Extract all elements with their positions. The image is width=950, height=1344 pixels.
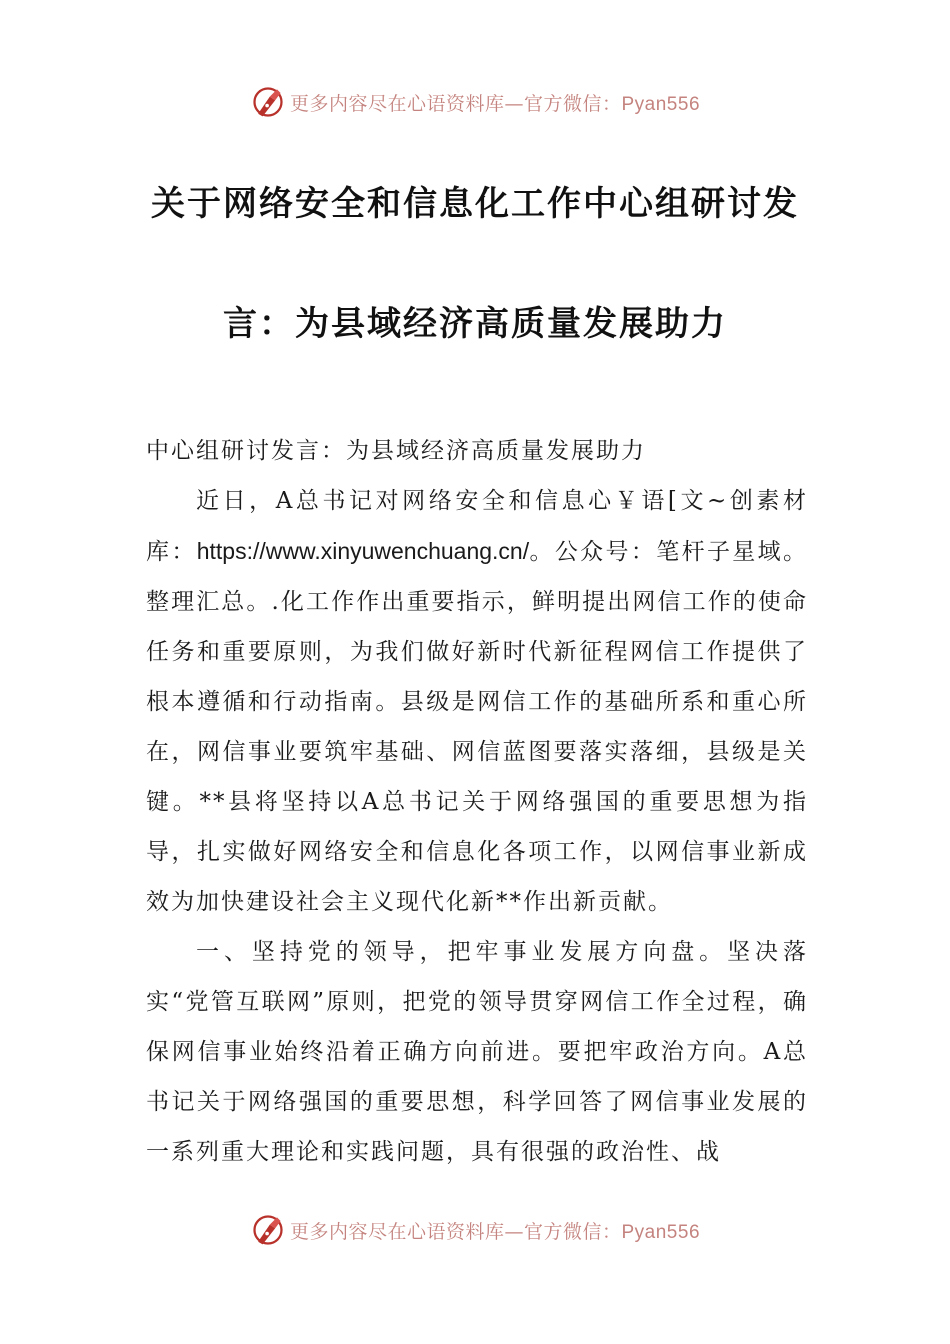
- document-body: [146, 426, 808, 1177]
- pen-nib-logo-icon: [250, 84, 286, 120]
- header-banner: [0, 82, 950, 122]
- document-subtitle: 中心组研讨发言：为县域经济高质量发展助力: [146, 438, 646, 464]
- paragraph-2: 一、坚持党的领导，把牢事业发展方向盘。坚决落实“党管互联网”原则，把党的领导贯穿网信工作全过程，确保网信事业始终沿着正确方向前进。要把牢政治方向。A总书记关于网络强国的重要思想，科学回答了网信事业发展的一系列重大理论和实践问题，具有很强的政治性、战: [146, 939, 808, 1165]
- document-title-line-1: 关于网络安全和信息化工作中心组研讨发: [151, 184, 799, 224]
- document-title-line-2: 言：为县域经济高质量发展助力: [223, 304, 727, 344]
- banner-text: 更多内容尽在心语资料库—官方微信：Pyan556: [289, 92, 701, 115]
- website-url: https://www.xinyuwenchuang.cn/: [196, 538, 530, 564]
- paragraph-1: 近日，A总书记对网络安全和信息心￥语[文~创素材库：https://www.xinyuwenchuang.cn/。公众号：笔杆子星域。整理汇总。.化工作作出重要指示，鲜明提出网信工作的使命任务和重要原则，为我们做好新时代新征程网信工作提供了根本遵循和行动指南。县级是网信工作的基础所系和重心所在，网信事业要筑牢基础、网信蓝图要落实落细，县级是关键。**县将坚持以A总书记关于网络强国的重要思想为指导，扎实做好网络安全和信息化各项工作，以网信事业新成效为加快建设社会主义现代化新**作出新贡献。: [146, 488, 809, 915]
- pen-nib-logo-icon: [250, 1212, 286, 1248]
- footer-banner: [0, 1210, 950, 1250]
- banner-text: 更多内容尽在心语资料库—官方微信：Pyan556: [289, 1220, 701, 1243]
